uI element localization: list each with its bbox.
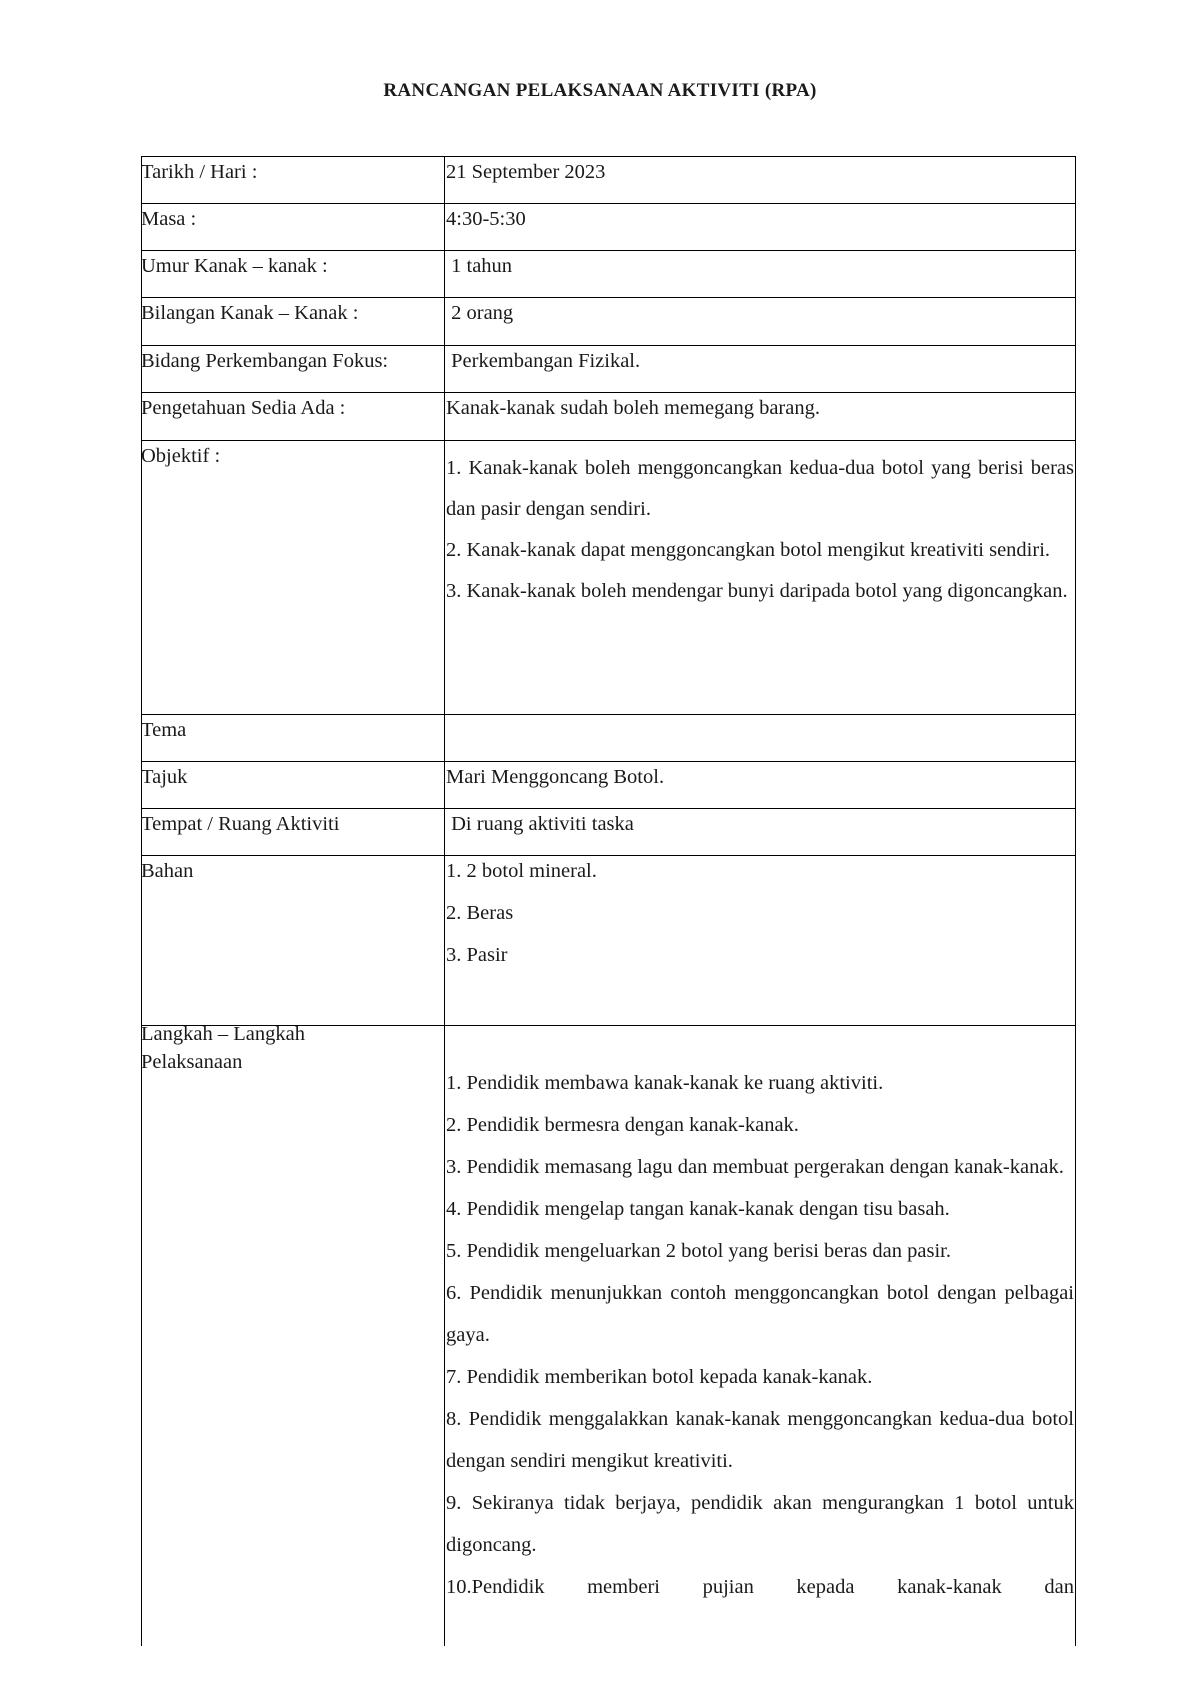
table-rule	[141, 156, 142, 1646]
list-item: 7. Pendidik memberikan botol kepada kanak-kanak.	[446, 1366, 873, 1388]
row-label-bilangan: Bilangan Kanak – Kanak :	[141, 302, 359, 324]
list-item: 1. Pendidik membawa kanak-kanak ke ruang aktiviti.	[446, 1072, 884, 1094]
list-item: 2. Pendidik bermesra dengan kanak-kanak.	[446, 1114, 799, 1136]
row-value-pengetahuan: Kanak-kanak sudah boleh memegang barang.	[446, 397, 820, 419]
row-label-tarikh: Tarikh / Hari :	[141, 161, 258, 183]
row-value-umur: 1 tahun	[446, 255, 513, 277]
list-item: 9. Sekiranya tidak berjaya, pendidik akan mengurangkan 1 botol untuk digoncang.	[446, 1492, 1074, 1556]
objektif-list	[446, 448, 1074, 612]
row-value-tarikh: 21 September 2023	[446, 161, 606, 183]
list-item: 5. Pendidik mengeluarkan 2 botol yang berisi beras dan pasir.	[446, 1240, 951, 1262]
row-label-masa: Masa :	[141, 208, 197, 230]
list-item: 1. Kanak-kanak boleh menggoncangkan kedua-dua botol yang berisi beras dan pasir dengan sendiri.	[446, 457, 1074, 520]
row-label-pengetahuan: Pengetahuan Sedia Ada :	[141, 397, 346, 419]
table-rule	[141, 440, 1076, 441]
list-item: 4. Pendidik mengelap tangan kanak-kanak dengan tisu basah.	[446, 1198, 950, 1220]
list-item: 3. Pasir	[446, 944, 508, 966]
row-label-umur: Umur Kanak – kanak :	[141, 255, 328, 277]
row-value-tajuk: Mari Menggoncang Botol.	[446, 766, 665, 788]
row-label-bidang: Bidang Perkembangan Fokus:	[141, 350, 389, 372]
list-item: 3. Kanak-kanak boleh mendengar bunyi daripada botol yang digoncangkan.	[446, 580, 1068, 602]
table-rule	[141, 761, 1076, 762]
bahan-list	[446, 850, 1074, 976]
row-label-tajuk: Tajuk	[141, 766, 188, 788]
list-item: 3. Pendidik memasang lagu dan membuat pergerakan dengan kanak-kanak.	[446, 1156, 1064, 1178]
row-label-tema: Tema	[141, 719, 187, 741]
table-rule	[141, 297, 1076, 298]
row-label-langkah: Langkah – Langkah Pelaksanaan	[141, 1023, 305, 1073]
row-value-tempat: Di ruang aktiviti taska	[446, 813, 634, 835]
list-item: 8. Pendidik menggalakkan kanak-kanak menggoncangkan kedua-dua botol dengan sendiri mengikut kreativiti.	[446, 1408, 1074, 1472]
table-rule	[141, 156, 1076, 157]
row-value-masa: 4:30-5:30	[446, 208, 526, 230]
row-label-objektif: Objektif :	[141, 445, 221, 467]
row-value-bilangan: 2 orang	[446, 302, 514, 324]
langkah-list	[446, 1062, 1074, 1608]
table-rule	[141, 808, 1076, 809]
row-label-tempat: Tempat / Ruang Aktiviti	[141, 813, 340, 835]
table-rule	[141, 345, 1076, 346]
list-item: 2. Kanak-kanak dapat menggoncangkan botol mengikut kreativiti sendiri.	[446, 539, 1051, 561]
list-item: 1. 2 botol mineral.	[446, 860, 597, 882]
table-rule	[141, 392, 1076, 393]
row-label-bahan: Bahan	[141, 860, 194, 882]
table-rule	[141, 714, 1076, 715]
row-value-bidang: Perkembangan Fizikal.	[446, 350, 641, 372]
list-item: 2. Beras	[446, 902, 514, 924]
list-item: 10.Pendidik memberi pujian kepada kanak-kanak dan	[446, 1576, 1074, 1598]
table-rule	[444, 156, 445, 1646]
table-rule	[141, 250, 1076, 251]
list-item: 6. Pendidik menunjukkan contoh menggoncangkan botol dengan pelbagai gaya.	[446, 1282, 1074, 1346]
table-rule	[1075, 156, 1076, 1646]
table-rule	[141, 203, 1076, 204]
document-title: RANCANGAN PELAKSANAAN AKTIVITI (RPA)	[383, 80, 817, 101]
